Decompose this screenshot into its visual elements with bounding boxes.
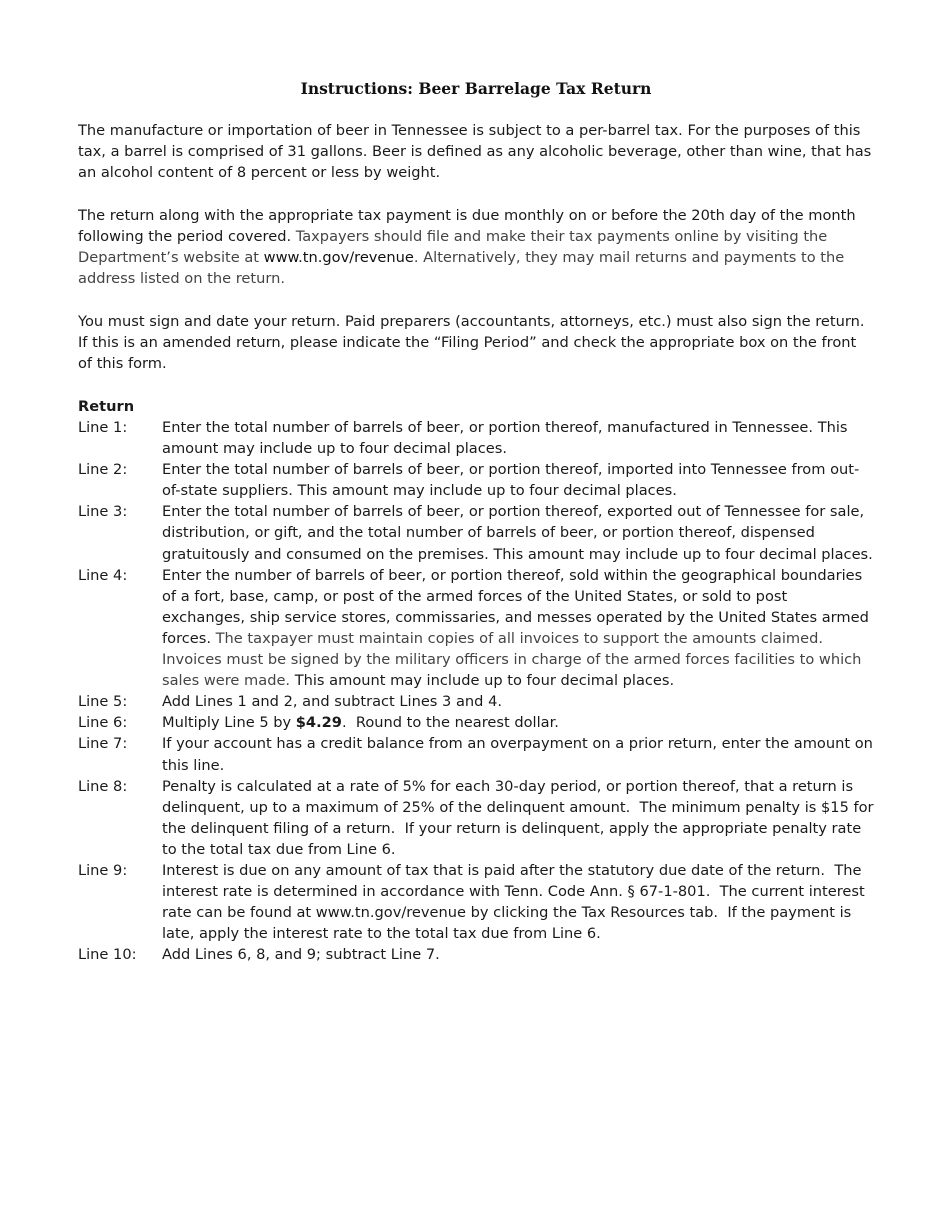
line-label: Line 10: — [78, 946, 137, 964]
revenue-website-link[interactable]: www.tn.gov/revenue — [263, 249, 414, 267]
list-item — [78, 459, 874, 501]
military-sales-text: Enter the number of barrels of beer, or portion thereof, sold within the geographical boundaries of a fort, base, camp, or post of the armed forces of the United States, or sold to post exchanges, ship service stores, commissaries, and messes operated by the United States armed forces. — [162, 566, 869, 647]
intro-paragraph-2 — [78, 205, 874, 289]
line-label: Line 5: — [78, 693, 128, 711]
line-instruction — [162, 712, 874, 733]
list-item — [78, 501, 874, 564]
line-label: Line 9: — [78, 861, 128, 879]
line-label: Line 2: — [78, 461, 128, 479]
line-instruction: Interest is due on any amount of tax that is paid after the statutory due date of the return. The interest rate is determined in accordance with Tenn. Code Ann. § 67-1-801. The current interest rate can be found at www.tn.gov/revenue by clicking the Tax Resources tab. If the payment is late, apply the interest rate to the total tax due from Line 6. — [162, 861, 870, 943]
list-item — [78, 733, 874, 775]
line-instruction: Penalty is calculated at a rate of 5% for each 30-day period, or portion thereof, that a return is delinquent, up to a maximum of 25% of the delinquent amount. The minimum penalty is $15 for the delinquent filing of a return. If your return is delinquent, apply the appropriate penalty rate to the total tax due from Line 6. — [162, 777, 879, 858]
line-label: Line 1: — [78, 419, 128, 436]
line-instruction: Enter the total number of barrels of beer, or portion thereof, imported into Tennessee from out-of-state suppliers. This amount may include up to four decimal places. — [162, 461, 860, 500]
line-label: Line 3: — [78, 503, 128, 521]
intro-paragraph-3: You must sign and date your return. Paid preparers (accountants, attorneys, etc.) must also sign the return. If this is an amended return, please indicate the “Filing Period” and check the appropriate box on the front of this form. — [78, 313, 865, 373]
list-item — [78, 691, 874, 712]
decimal-places-text: This amount may include up to four decimal places. — [290, 672, 675, 690]
page-title: Instructions: Beer Barrelage Tax Return — [300, 79, 652, 98]
line-label: Line 6: — [78, 714, 128, 732]
mail-returns-text: . Alternatively, they may mail returns and payments to the address listed on the return. — [78, 249, 845, 288]
list-item — [78, 712, 874, 733]
line-instruction: Enter the total number of barrels of beer, or portion thereof, exported out of Tennessee for sale, distribution, or gift, and the total number of barrels of beer, or portion thereof, dispensed gratuitously and consumed on the premises. This amount may include up to four decimal places. — [162, 503, 873, 563]
list-item — [78, 860, 874, 944]
list-item — [78, 944, 874, 965]
online-filing-text: Taxpayers should file and make their tax payments online by visiting the Department’s website at — [78, 228, 828, 267]
line-instruction: Add Lines 1 and 2, and subtract Lines 3 and 4. — [162, 693, 502, 711]
return-section-heading: Return — [78, 398, 135, 415]
multiply-text: Multiply Line 5 by — [162, 714, 296, 732]
list-item — [78, 565, 874, 692]
due-date-text: The return along with the appropriate tax payment is due monthly on or before the 20th day of the month following the period covered. — [78, 207, 856, 246]
line-instruction: If your account has a credit balance from an overpayment on a prior return, enter the amount on this line. — [162, 735, 873, 774]
line-label: Line 8: — [78, 777, 128, 795]
return-lines-list — [78, 417, 879, 965]
list-item — [78, 776, 879, 860]
round-text: . Round to the nearest dollar. — [341, 714, 559, 732]
tax-rate: $4.29 — [295, 714, 342, 732]
line-label: Line 7: — [78, 735, 128, 753]
intro-paragraph-1: The manufacture or importation of beer in Tennessee is subject to a per-barrel tax. For the purposes of this tax, a barrel is comprised of 31 gallons. Beer is defined as any alcoholic beverage, other than wine, that has an alcohol content of 8 percent or less by weight. — [78, 122, 872, 182]
line-label: Line 4: — [78, 566, 128, 584]
line-instruction: Enter the total number of barrels of beer, or portion thereof, manufactured in Tennessee. This amount may include up to four decimal places. — [162, 419, 848, 458]
invoice-requirement-text: The taxpayer must maintain copies of all invoices to support the amounts claimed. Invoices must be signed by the military officers in charge of the armed forces facilities to which sales were made. — [162, 629, 862, 690]
line-instruction — [162, 565, 874, 692]
list-item — [78, 417, 874, 459]
line-instruction: Add Lines 6, 8, and 9; subtract Line 7. — [162, 946, 440, 964]
